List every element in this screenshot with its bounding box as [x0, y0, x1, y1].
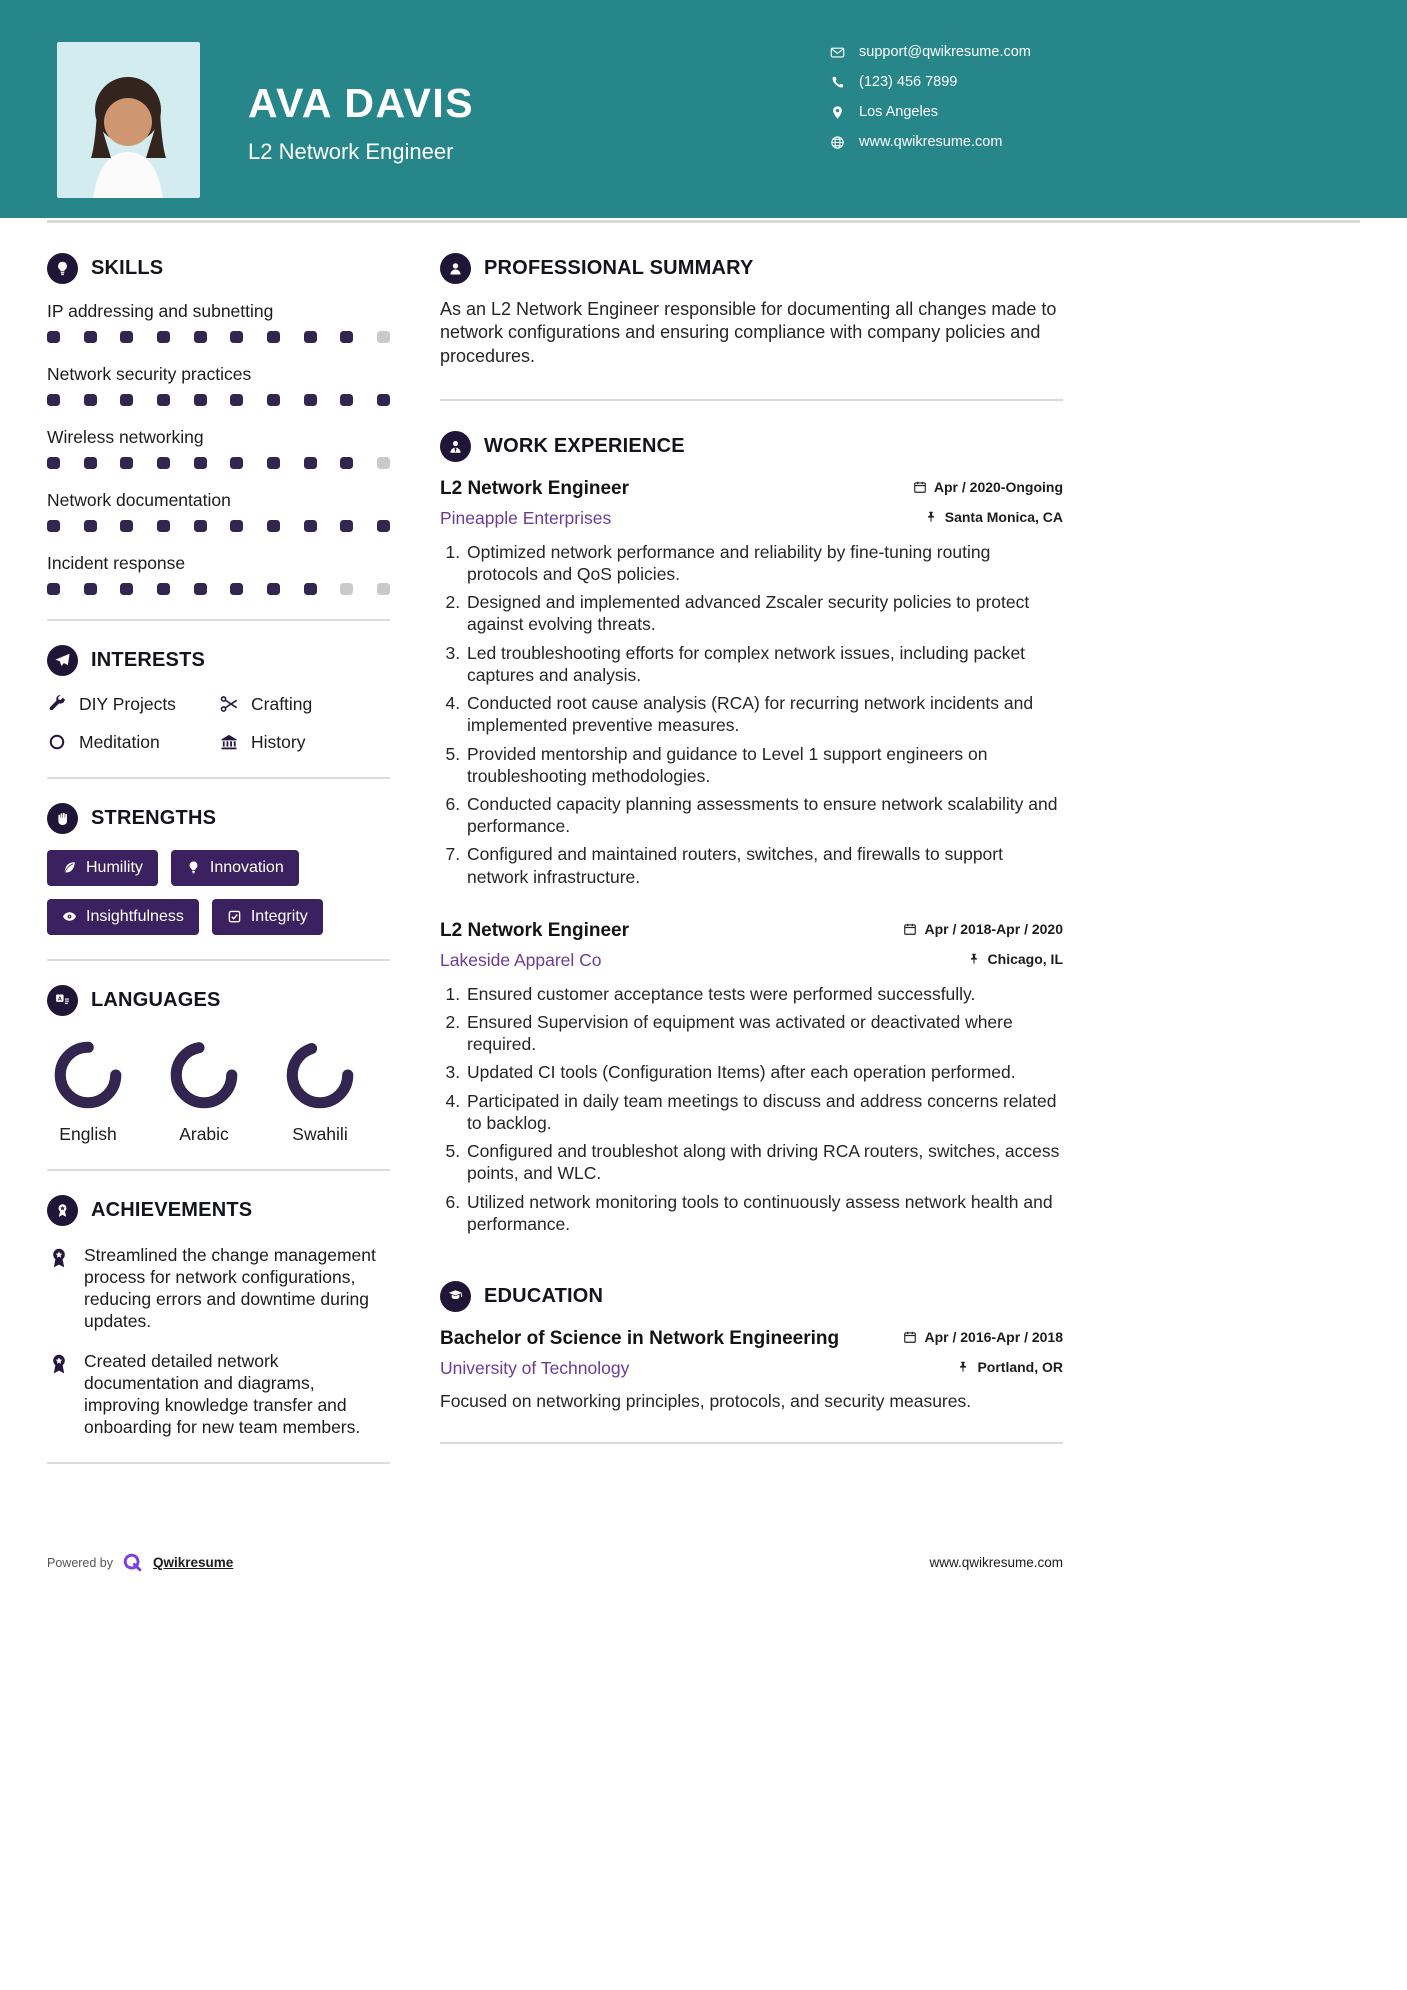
language-label: Swahili [292, 1123, 348, 1144]
language-item [51, 1038, 125, 1145]
calendar-icon [913, 480, 927, 494]
education-section [440, 1281, 1063, 1444]
skill-dot [194, 520, 207, 532]
skill-dot [230, 457, 243, 469]
skill-rating [47, 457, 390, 469]
job-bullet: 2. Ensured Supervision of equipment was activated or deactivated where required. [465, 1011, 1063, 1055]
job-bullet: 1. Ensured customer acceptance tests were performed successfully. [465, 983, 1063, 1005]
education-note: Focused on networking principles, protocols, and security measures. [440, 1391, 972, 1411]
skills-heading: SKILLS [91, 256, 164, 279]
skill-dot [84, 457, 97, 469]
summary-header [440, 253, 1063, 284]
skill-dot [377, 394, 390, 406]
job-bullet: 7. Configured and maintained routers, switches, and firewalls to support network infrastructure. [465, 843, 1063, 887]
interest-label: History [251, 731, 306, 752]
skill-name: IP addressing and subnetting [47, 300, 274, 321]
job-bullet: 4. Conducted root cause analysis (RCA) for recurring network incidents and implemented preventive measures. [465, 692, 1063, 736]
skill-dot [47, 583, 60, 595]
experience-heading: WORK EXPERIENCE [484, 434, 685, 457]
svg-text:A: A [57, 995, 62, 1002]
identity-block [248, 80, 474, 165]
strength-label: Insightfulness [86, 907, 184, 925]
job-date-text: Apr / 2018-Apr / 2020 [924, 920, 1063, 937]
skill-dot [340, 520, 353, 532]
job-company: Pineapple Enterprises [440, 507, 612, 528]
skill-dot [267, 520, 280, 532]
right-column [440, 253, 1063, 1475]
contact-location-text: Los Angeles [859, 104, 939, 120]
achievement-text: Streamlined the change management process for network configurations, reducing errors and downtime during updates. [84, 1244, 376, 1331]
paper-plane-icon [47, 645, 78, 676]
candidate-name: AVA DAVIS [248, 80, 475, 126]
header-divider [47, 220, 1360, 223]
job-date-text: Apr / 2020-Ongoing [933, 478, 1063, 495]
pushpin-icon [924, 510, 938, 524]
interest-item [47, 694, 219, 715]
skill-dot [304, 457, 317, 469]
skill-item [47, 553, 390, 595]
contact-website-text: www.qwikresume.com [859, 134, 1003, 150]
skill-dot [377, 520, 390, 532]
section-divider [47, 959, 390, 961]
lightbulb-icon [47, 253, 78, 284]
skill-dot [267, 331, 280, 343]
contact-phone-text: (123) 456 7899 [859, 74, 958, 90]
strength-badge [171, 850, 299, 886]
education-entry [440, 1328, 1063, 1412]
language-label: English [59, 1123, 117, 1144]
strengths-list [47, 850, 390, 935]
contact-email[interactable] [830, 44, 1031, 60]
skills-section [47, 253, 390, 595]
qwikresume-link[interactable]: Qwikresume [153, 1555, 234, 1571]
section-divider [47, 1169, 390, 1171]
contact-info [830, 44, 1031, 150]
skill-dot [47, 457, 60, 469]
skill-dot [230, 331, 243, 343]
skill-dot [120, 520, 133, 532]
job-title: L2 Network Engineer [440, 919, 629, 941]
ribbon-icon [47, 1352, 71, 1376]
education-header [440, 1281, 1063, 1312]
skill-dot [194, 394, 207, 406]
skill-rating [47, 583, 390, 595]
skill-dot [340, 583, 353, 595]
experience-section [440, 431, 1063, 1235]
person-tie-icon [440, 431, 471, 462]
medal-icon [47, 1195, 78, 1226]
job-location-text: Chicago, IL [987, 950, 1063, 967]
skill-dot [47, 331, 60, 343]
contact-website[interactable] [830, 134, 1031, 150]
language-item [167, 1038, 241, 1145]
skill-dot [230, 520, 243, 532]
skill-rating [47, 394, 390, 406]
skill-dot [340, 394, 353, 406]
pushpin-icon [967, 952, 981, 966]
graduation-cap-icon [440, 1281, 471, 1312]
footer-website[interactable]: www.qwikresume.com [929, 1555, 1063, 1571]
skill-dot [120, 457, 133, 469]
hand-icon [47, 803, 78, 834]
skill-dot [377, 583, 390, 595]
interest-item [47, 732, 219, 753]
skill-dot [194, 331, 207, 343]
skill-item [47, 364, 390, 406]
language-item [283, 1038, 357, 1145]
job-bullet: 6. Conducted capacity planning assessments to ensure network scalability and performance. [465, 793, 1063, 837]
education-heading: EDUCATION [484, 1285, 604, 1307]
summary-heading: PROFESSIONAL SUMMARY [484, 256, 754, 279]
strength-badge [47, 899, 199, 935]
skill-item [47, 490, 390, 532]
skill-dot [194, 457, 207, 469]
powered-by-label: Powered by [47, 1555, 114, 1570]
achievements-list [47, 1244, 390, 1438]
skill-dot [84, 520, 97, 532]
school-name: University of Technology [440, 1358, 630, 1378]
strengths-heading: STRENGTHS [91, 806, 217, 829]
degree-title: Bachelor of Science in Network Engineering [440, 1328, 840, 1349]
summary-text: As an L2 Network Engineer responsible for documenting all changes made to network configurations and ensuring compliance with company policies and procedures. [440, 298, 1057, 366]
qwikresume-logo-icon [122, 1552, 144, 1574]
job-location [924, 509, 1063, 525]
language-ring [51, 1038, 125, 1112]
ribbon-icon [47, 1246, 71, 1270]
interest-label: Meditation [79, 731, 160, 752]
strengths-section [47, 803, 390, 935]
job-location-text: Santa Monica, CA [944, 508, 1063, 525]
job-bullet: 3. Updated CI tools (Configuration Items) after each operation performed. [465, 1061, 1063, 1083]
job-bullets [440, 541, 1063, 888]
strength-label: Innovation [209, 858, 284, 876]
calendar-icon [903, 1330, 917, 1344]
wrench-icon [47, 694, 67, 714]
skill-dot [377, 457, 390, 469]
strength-label: Integrity [250, 907, 308, 925]
job-date [913, 479, 1063, 495]
strength-badge [47, 850, 158, 886]
skill-rating [47, 331, 390, 343]
skill-dot [157, 331, 170, 343]
museum-icon [219, 732, 239, 752]
education-date-text: Apr / 2016-Apr / 2018 [924, 1329, 1063, 1345]
translate-icon [47, 985, 78, 1016]
skill-dot [157, 394, 170, 406]
education-location [956, 1359, 1063, 1375]
section-divider [440, 399, 1063, 401]
bulb-icon [186, 860, 201, 875]
job-bullet: 6. Utilized network monitoring tools to continuously assess network health and performance. [465, 1191, 1063, 1235]
leaf-icon [62, 860, 77, 875]
interest-label: Crafting [251, 693, 313, 714]
strengths-header [47, 803, 390, 834]
job-bullet: 5. Configured and troubleshot along with driving RCA routers, switches, access points, and WLC. [465, 1140, 1063, 1184]
skill-dot [194, 583, 207, 595]
profile-photo [57, 42, 200, 198]
phone-icon [830, 75, 845, 90]
skill-dot [267, 583, 280, 595]
contact-phone[interactable] [830, 74, 1031, 90]
scissors-icon [219, 694, 239, 714]
person-icon [440, 253, 471, 284]
languages-heading: LANGUAGES [91, 988, 221, 1011]
section-divider [440, 1442, 1063, 1444]
job-bullets [440, 983, 1063, 1235]
job-bullet: 1. Optimized network performance and reliability by fine-tuning routing protocols and QoS policies. [465, 541, 1063, 585]
skill-dot [304, 331, 317, 343]
skill-name: Wireless networking [47, 426, 204, 447]
skill-dot [230, 583, 243, 595]
skill-dot [304, 583, 317, 595]
job-bullet: 3. Led troubleshooting efforts for complex network issues, including packet captures and analysis. [465, 642, 1063, 686]
email-icon [830, 45, 845, 60]
job-entry [440, 478, 1063, 888]
contact-email-text: support@qwikresume.com [859, 44, 1031, 60]
eye-icon [62, 909, 77, 924]
languages-section [47, 985, 390, 1145]
skill-dot [304, 520, 317, 532]
skill-dot [157, 520, 170, 532]
achievements-heading: ACHIEVEMENTS [91, 1198, 253, 1221]
skill-name: Incident response [47, 552, 186, 573]
skill-dot [120, 394, 133, 406]
circle-icon [47, 732, 67, 752]
achievement-item [47, 1244, 390, 1332]
language-ring [167, 1038, 241, 1112]
section-divider [47, 777, 390, 779]
language-label: Arabic [179, 1123, 229, 1144]
job-entry [440, 920, 1063, 1235]
skill-rating [47, 520, 390, 532]
education-date [903, 1329, 1063, 1345]
skill-dot [230, 394, 243, 406]
achievements-header [47, 1195, 390, 1226]
education-location-text: Portland, OR [977, 1359, 1063, 1375]
header [0, 0, 1407, 218]
languages-list [47, 1038, 390, 1145]
globe-icon [830, 135, 845, 150]
skill-dot [47, 520, 60, 532]
checkbox-icon [227, 909, 242, 924]
pushpin-icon [956, 1360, 970, 1374]
experience-header [440, 431, 1063, 462]
job-bullet: 2. Designed and implemented advanced Zscaler security policies to protect against evolving threats. [465, 591, 1063, 635]
skill-dot [340, 457, 353, 469]
skill-dot [157, 457, 170, 469]
job-title: L2 Network Engineer [440, 477, 629, 499]
left-column [47, 253, 390, 1488]
skill-dot [120, 583, 133, 595]
skill-dot [47, 394, 60, 406]
interests-header [47, 645, 390, 676]
skill-dot [267, 394, 280, 406]
skill-dot [84, 331, 97, 343]
skill-dot [340, 331, 353, 343]
skills-header [47, 253, 390, 284]
job-date [903, 921, 1063, 937]
interest-item [219, 694, 390, 715]
summary-section [440, 253, 1063, 369]
section-divider [47, 619, 390, 621]
skills-list [47, 301, 390, 595]
interests-heading: INTERESTS [91, 648, 206, 671]
section-divider [47, 1462, 390, 1464]
contact-location [830, 104, 1031, 120]
interest-item [219, 732, 390, 753]
skill-dot [157, 583, 170, 595]
powered-by [47, 1552, 233, 1574]
skill-dot [377, 331, 390, 343]
interests-section [47, 645, 390, 753]
skill-name: Network security practices [47, 363, 252, 384]
location-icon [830, 105, 845, 120]
language-ring [283, 1038, 357, 1112]
interests-list [47, 694, 390, 753]
skill-dot [267, 457, 280, 469]
strength-label: Humility [86, 858, 143, 876]
job-bullet: 5. Provided mentorship and guidance to Level 1 support engineers on troubleshooting methodologies. [465, 743, 1063, 787]
footer [47, 1552, 1063, 1574]
candidate-title: L2 Network Engineer [248, 139, 454, 164]
job-location [967, 951, 1063, 967]
skill-item [47, 427, 390, 469]
job-company: Lakeside Apparel Co [440, 949, 602, 970]
skill-dot [84, 394, 97, 406]
skill-item [47, 301, 390, 343]
calendar-icon [903, 922, 917, 936]
skill-dot [120, 331, 133, 343]
skill-name: Network documentation [47, 489, 231, 510]
languages-header [47, 985, 390, 1016]
profile-photo-image [57, 42, 200, 198]
achievement-text: Created detailed network documentation and diagrams, improving knowledge transfer and onboarding for new team members. [84, 1350, 361, 1437]
achievements-section [47, 1195, 390, 1438]
interest-label: DIY Projects [79, 693, 176, 714]
content [0, 253, 1063, 1488]
skill-dot [304, 394, 317, 406]
achievement-item [47, 1350, 390, 1438]
skill-dot [84, 583, 97, 595]
job-bullet: 4. Participated in daily team meetings to discuss and address concerns related to backlog. [465, 1090, 1063, 1134]
strength-badge [212, 899, 323, 935]
